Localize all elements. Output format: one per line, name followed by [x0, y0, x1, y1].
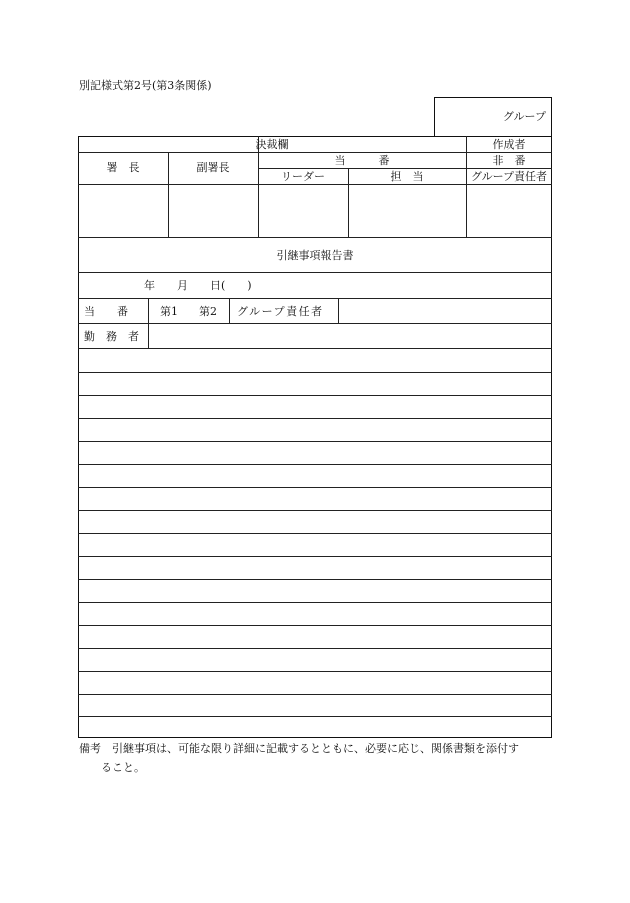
- ruled-line: [78, 602, 552, 603]
- ruled-line: [78, 625, 552, 626]
- report-title: 引継事項報告書: [276, 249, 354, 262]
- ruled-line: [78, 716, 552, 717]
- divider: [466, 168, 552, 169]
- col-deputy: 副署長: [196, 161, 230, 174]
- ruled-line: [78, 395, 552, 396]
- on-duty-header: 当 番: [334, 154, 390, 167]
- ruled-line: [78, 418, 552, 419]
- group-box-label: グループ: [502, 110, 546, 123]
- signature-cell-person-in-charge[interactable]: [349, 185, 466, 237]
- note-line-1: 備考 引継事項は、可能な限り詳細に記載するとともに、必要に応じ、関係書類を添付す: [79, 742, 519, 755]
- group-head-label: グループ責任者: [237, 305, 324, 318]
- shift-1-option[interactable]: 第1: [160, 305, 178, 318]
- col-chief: 署 長: [106, 161, 140, 174]
- notes-area[interactable]: [78, 349, 552, 737]
- divider: [78, 237, 552, 238]
- creator-title: 作成者: [492, 138, 526, 151]
- signature-cell-chief[interactable]: [79, 185, 168, 237]
- ruled-line: [78, 372, 552, 373]
- off-duty: 非 番: [492, 154, 526, 167]
- shift-2-option[interactable]: 第2: [199, 305, 217, 318]
- ruled-line: [78, 694, 552, 695]
- ruled-line: [78, 510, 552, 511]
- ruled-line: [78, 533, 552, 534]
- signature-cell-leader[interactable]: [259, 185, 348, 237]
- note-line-2: ること。: [101, 761, 145, 774]
- duty-label: 当 番: [84, 305, 128, 318]
- ruled-line: [78, 464, 552, 465]
- group-head-input[interactable]: [339, 299, 551, 323]
- form-header: 別記様式第2号(第3条関係): [79, 79, 212, 92]
- divider: [78, 152, 552, 153]
- ruled-line: [78, 671, 552, 672]
- group-box: [434, 97, 552, 137]
- ruled-line: [78, 648, 552, 649]
- date-line[interactable]: 年 月 日( ): [144, 279, 252, 292]
- divider: [78, 272, 552, 273]
- signature-cell-deputy[interactable]: [169, 185, 258, 237]
- worker-input[interactable]: [149, 324, 551, 348]
- col-group-head: グループ責任者: [470, 170, 548, 183]
- ruled-line: [78, 579, 552, 580]
- ruled-line: [78, 441, 552, 442]
- col-person-in-charge: 担 当: [390, 170, 424, 183]
- col-leader: リーダー: [281, 170, 325, 183]
- divider: [229, 298, 230, 323]
- approval-title: 決裁欄: [255, 138, 289, 151]
- worker-label: 勤 務 者: [84, 330, 139, 343]
- ruled-line: [78, 556, 552, 557]
- signature-cell-group-head[interactable]: [467, 185, 551, 237]
- ruled-line: [78, 487, 552, 488]
